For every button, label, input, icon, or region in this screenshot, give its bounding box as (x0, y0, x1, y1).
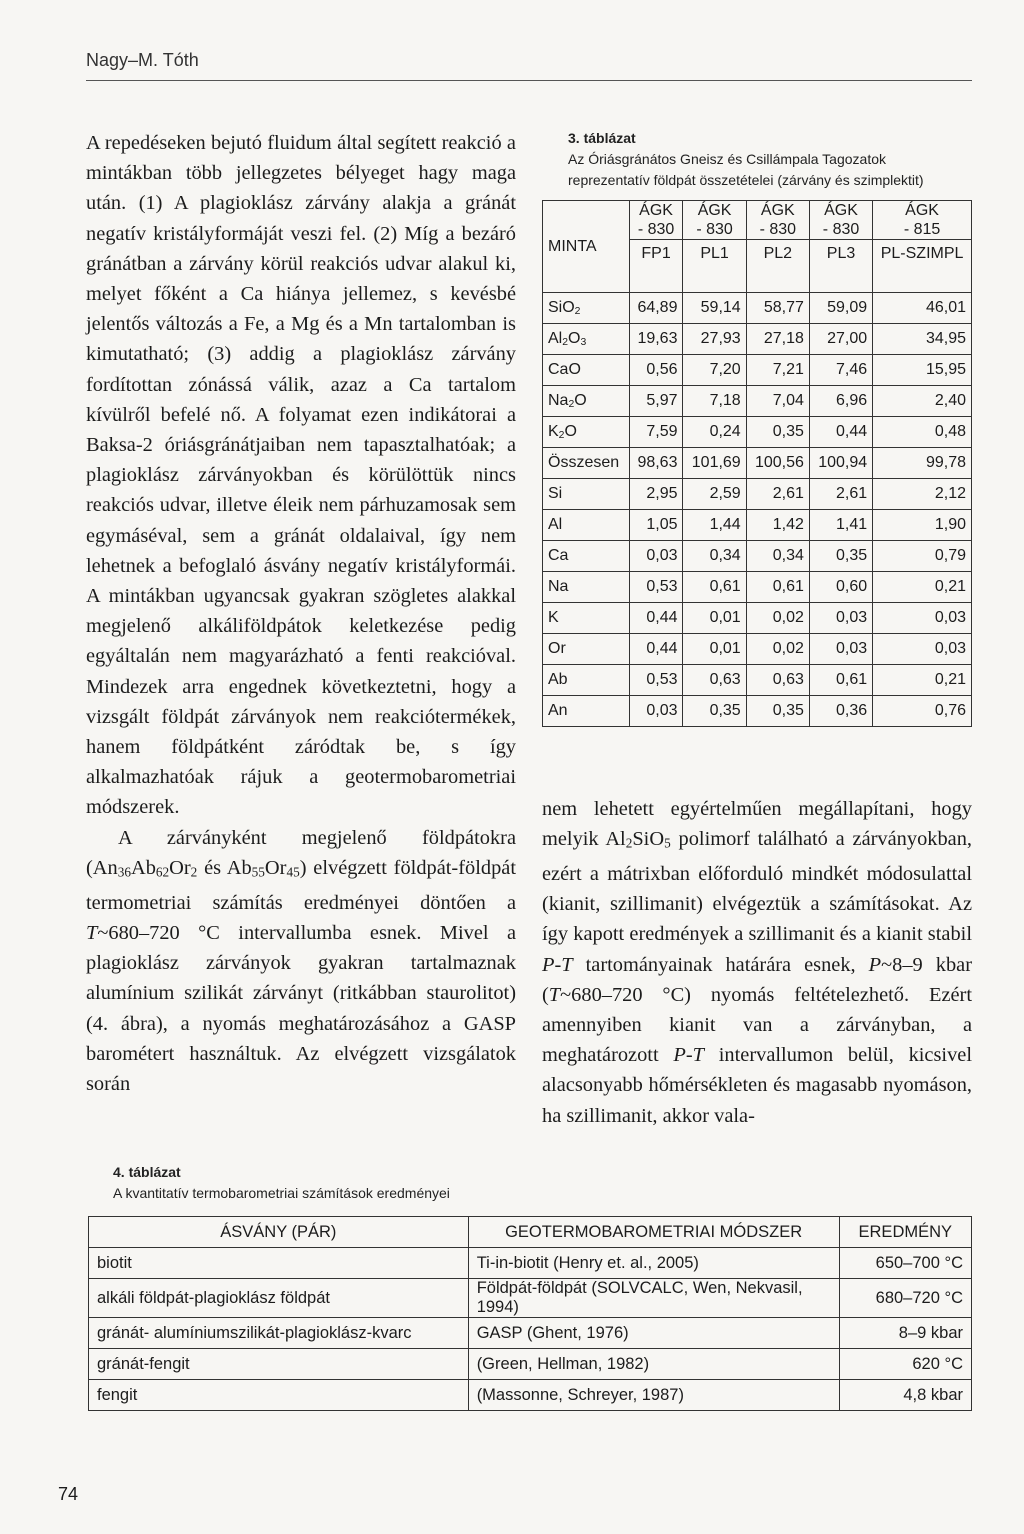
left-column-text (86, 128, 516, 1099)
table3-cell: 64,89 (629, 293, 683, 324)
paragraph-2 (86, 823, 516, 1099)
table3-row (543, 324, 972, 355)
table4-cell-mineral: fengit (89, 1380, 469, 1411)
rc-italic: P (868, 953, 882, 976)
table3-minta-header: MINTA (543, 201, 630, 293)
label-part: CaO (548, 361, 581, 378)
table3-cell: 59,14 (683, 293, 746, 324)
table4-title: 4. táblázat (113, 1164, 181, 1180)
label-part: O (568, 329, 581, 347)
table3-cell: 0,35 (809, 541, 872, 572)
table3-cell: 0,01 (683, 603, 746, 634)
table4-cell-result: 680–720 °C (839, 1279, 971, 1318)
table3-cell: 99,78 (873, 448, 972, 479)
table3-cell: 0,61 (809, 665, 872, 696)
label-part: 2 (562, 337, 569, 349)
p2-sub: 45 (286, 864, 300, 880)
table4-cell-mineral: gránát-fengit (89, 1349, 469, 1380)
group-depth: - 830 (696, 221, 733, 238)
table4-cell-mineral: biotit (89, 1248, 469, 1279)
p2-sub: 62 (155, 864, 170, 880)
table3-row (543, 603, 972, 634)
table3-row (543, 448, 972, 479)
table3-row-label (543, 572, 630, 603)
table3-cell: 7,04 (746, 386, 809, 417)
table3-row (543, 541, 972, 572)
rc-italic: P-T (673, 1044, 704, 1067)
table3-cell: 0,36 (809, 696, 872, 727)
table3-cell: 0,02 (746, 603, 809, 634)
table4-header-row (89, 1217, 972, 1248)
table4-row (89, 1380, 972, 1411)
table3-cell: 0,01 (683, 634, 746, 665)
table3 (542, 200, 972, 727)
table3-row-label (543, 417, 630, 448)
table3-cell: 0,63 (683, 665, 746, 696)
label-part: SiO (548, 298, 575, 316)
rc-part: nem lehetett egyértelműen megállapítani, hogy melyik Al (542, 798, 972, 851)
table3-cell: 27,93 (683, 324, 746, 355)
table3-cell: 7,18 (683, 386, 746, 417)
table3-cell: 101,69 (683, 448, 746, 479)
table3-sub-header: FP1 (629, 240, 683, 293)
label-part: O (564, 422, 577, 440)
p2-sub: 2 (190, 864, 198, 880)
table3-cell: 6,96 (809, 386, 872, 417)
label-part: Or (548, 640, 566, 657)
group-label: ÁGK (697, 202, 732, 219)
table3-cell: 58,77 (746, 293, 809, 324)
rc-sub: 5 (664, 835, 671, 851)
table3-cell: 100,56 (746, 448, 809, 479)
table4-row (89, 1248, 972, 1279)
table3-cell: 0,35 (746, 696, 809, 727)
table4-cell-result: 620 °C (839, 1349, 971, 1380)
label-part: 2 (574, 306, 581, 318)
group-depth: - 815 (903, 221, 941, 238)
table3-cell: 0,61 (683, 572, 746, 603)
table3-group-header (873, 201, 972, 240)
p2-sub: 36 (117, 864, 131, 880)
table3-cell: 0,53 (629, 572, 683, 603)
p2-sub: 55 (251, 864, 265, 880)
group-label: ÁGK (760, 202, 795, 219)
table3-group-header (629, 201, 683, 240)
table3-cell: 0,48 (873, 417, 972, 448)
table3-cell: 15,95 (873, 355, 972, 386)
table3-cell: 0,03 (629, 541, 683, 572)
table4-cell-result: 8–9 kbar (839, 1318, 971, 1349)
table3-cell: 0,34 (683, 541, 746, 572)
table3-row-label (543, 324, 630, 355)
label-part: K (548, 609, 559, 626)
table3-row (543, 572, 972, 603)
table3-row (543, 355, 972, 386)
table3-cell: 1,41 (809, 510, 872, 541)
table3-cell: 27,00 (809, 324, 872, 355)
table3-cell: 100,94 (809, 448, 872, 479)
table3-row-label (543, 634, 630, 665)
p2-italic: T (86, 921, 98, 944)
table3-row (543, 417, 972, 448)
label-part: Si (548, 485, 563, 502)
rc-part: ~8–9 kbar ( (542, 953, 972, 1006)
group-depth: - 830 (637, 221, 675, 238)
table3-row (543, 665, 972, 696)
table3-cell: 7,59 (629, 417, 683, 448)
table4-cell-method: (Massonne, Schreyer, 1987) (468, 1380, 839, 1411)
table3-row-label (543, 386, 630, 417)
table3-row-label (543, 448, 630, 479)
table3-cell: 0,35 (746, 417, 809, 448)
table3-cell: 1,42 (746, 510, 809, 541)
table3-row-label (543, 603, 630, 634)
rc-part: tartományainak határára esnek, (572, 953, 869, 976)
table3-row (543, 634, 972, 665)
label-part: 2 (568, 399, 575, 411)
table3-cell: 0,21 (873, 665, 972, 696)
label-part: Al (548, 329, 563, 347)
table3-row-label (543, 479, 630, 510)
table4-cell-method: (Green, Hellman, 1982) (468, 1349, 839, 1380)
table3-cell: 0,53 (629, 665, 683, 696)
table4-header-result: EREDMÉNY (839, 1217, 971, 1248)
label-part: K (548, 422, 559, 440)
table3-cell: 2,12 (873, 479, 972, 510)
label-part: 2 (558, 430, 565, 442)
table3-cell: 7,46 (809, 355, 872, 386)
p2-part: és Ab (197, 856, 252, 879)
label-part: Összesen (548, 454, 620, 471)
table3-cell: 0,44 (629, 634, 683, 665)
table3-caption (568, 128, 968, 191)
p2-part: Ab (130, 856, 156, 879)
table4-body (89, 1248, 972, 1411)
table3-cell: 0,60 (809, 572, 872, 603)
rc-part: intervallumon belül, kicsivel alacsonyabb hőmérsékleten és magasabb nyomáson, ha szillimanit, akkor vala- (542, 1044, 972, 1127)
group-label: ÁGK (905, 202, 939, 219)
table3-sub-header: PL1 (683, 240, 746, 293)
label-part: Ca (548, 547, 569, 564)
label-part: O (574, 391, 587, 409)
table3-cell: 59,09 (809, 293, 872, 324)
table3-cell: 0,56 (629, 355, 683, 386)
right-paragraph (542, 794, 972, 1131)
table4-cell-method: GASP (Ghent, 1976) (468, 1318, 839, 1349)
table3-cell: 0,03 (809, 603, 872, 634)
table3-title: 3. táblázat (568, 130, 636, 146)
table3-cell: 0,03 (629, 696, 683, 727)
table3-sub-header: PL-SZIMPL (873, 240, 972, 293)
table4-caption (113, 1162, 613, 1204)
p2-part: ~680–720 °C intervallumba esnek. Mivel a plagioklász zárványok gyakran tartalmaznak alumínium szilikát zárványt (ritkábban staurolitot) (4. ábra), a nyomás meghatározásához a GASP barométert használtuk. Az elvégzett vizsgálatok során (86, 921, 516, 1095)
group-label: ÁGK (824, 202, 858, 219)
p2-part: ) elvégzett földpát-földpát termometriai számítás eredményei döntően a (86, 856, 516, 914)
table3-caption-text: Az Óriásgránátos Gneisz és Csillámpala Tagozatok reprezentatív földpát összetételei (zárvány és szimplektit) (568, 151, 924, 188)
label-part: 3 (580, 337, 587, 349)
table3-cell: 2,59 (683, 479, 746, 510)
table3-cell: 0,24 (683, 417, 746, 448)
table3-cell: 0,79 (873, 541, 972, 572)
table3-cell: 1,90 (873, 510, 972, 541)
table4-caption-text: A kvantitatív termobarometriai számítások eredményei (113, 1185, 450, 1201)
table4-row (89, 1349, 972, 1380)
table3-cell: 1,05 (629, 510, 683, 541)
table3-cell: 0,61 (746, 572, 809, 603)
table4-row (89, 1318, 972, 1349)
table3-cell: 46,01 (873, 293, 972, 324)
table3-row (543, 386, 972, 417)
table3-cell: 0,03 (873, 634, 972, 665)
table3-row (543, 696, 972, 727)
rc-part: SiO (632, 828, 665, 851)
table3-cell: 0,35 (683, 696, 746, 727)
table3-sub-header: PL3 (809, 240, 872, 293)
rc-italic: T (548, 983, 561, 1006)
table3-row-label (543, 696, 630, 727)
table3-group-header (746, 201, 809, 240)
table3-row-label (543, 355, 630, 386)
label-part: Ab (548, 671, 568, 688)
table3-row (543, 510, 972, 541)
table3-row (543, 479, 972, 510)
table3-cell: 19,63 (629, 324, 683, 355)
table3-cell: 0,02 (746, 634, 809, 665)
table3-cell: 34,95 (873, 324, 972, 355)
table3-cell: 7,20 (683, 355, 746, 386)
table3-cell: 1,44 (683, 510, 746, 541)
group-depth: - 830 (759, 221, 797, 238)
group-depth: - 830 (822, 221, 860, 238)
paragraph-1: A repedéseken bejutó fluidum által segített reakció a mintákban több jellegzetes bélyeget hagy maga után. (1) A plagioklász zárvány alakja a gránát negatív kristályformáját veszi fel. (2) Míg a bezáró gránátban a zárvány körül reakciós udvar alakul ki, melyet főként a Ca hiánya jellemez, s kevésbé jelentős változás a Fe, a Mg és a Mn tartalomban is kimutatható; (3) addig a plagioklász zárvány fordítottan zónássá válik, azaz a Ca tartalom kívülről befelé nő. A folyamat ezen indikátorai a Baksa-2 óriásgránátjaiban nem tapasztalhatóak; a plagioklász zárványokban és körülöttük nincs reakciós udvar, illetve éleik nem párhuzamosak sem egymáséval, sem a gránát oldalaival, így nem lehetnek a befoglaló ásvány negatív kristályformái. A mintákban ugyancsak gyakran szögletes alakkal megjelenő alkáliföldpátok keletkezése pedig egyáltalán nem magyarázható a fenti reakcióval. Mindezek arra engednek következtetni, hogy a vizsgált földpát zárványok nem reakciótermékek, hanem földpátként záródtak be, s így alkalmazhatóak rájuk a geotermobarometriai módszerek. (86, 132, 516, 819)
table4-cell-mineral: alkáli földpát-plagioklász földpát (89, 1279, 469, 1318)
table3-cell: 2,61 (746, 479, 809, 510)
table3-cell: 0,03 (809, 634, 872, 665)
label-part: Na (548, 578, 569, 595)
table3-group-header (809, 201, 872, 240)
table3-header-row-1 (543, 201, 972, 240)
table3-cell: 27,18 (746, 324, 809, 355)
table4 (88, 1216, 972, 1411)
table3-cell: 5,97 (629, 386, 683, 417)
table3-cell: 2,40 (873, 386, 972, 417)
table4-cell-result: 4,8 kbar (839, 1380, 971, 1411)
table3-row-label (543, 293, 630, 324)
table3-cell: 7,21 (746, 355, 809, 386)
label-part: An (548, 702, 568, 719)
label-part: Al (548, 516, 563, 533)
table4-cell-mineral: gránát- alumíniumszilikát-plagioklász-kvarc (89, 1318, 469, 1349)
header-rule (86, 80, 972, 81)
table3-cell: 0,63 (746, 665, 809, 696)
rc-sub: 2 (625, 835, 633, 851)
table4-cell-method: Ti-in-biotit (Henry et. al., 2005) (468, 1248, 839, 1279)
rc-part: polimorf található a zárványokban, ezért a mátrixban előforduló mindkét módosulattal (kianit, szillimanit) elvégeztük a számításokat. Az így kapott eredmények a szillimanit és a kianit stabil (542, 828, 972, 946)
table4-cell-method: Földpát-földpát (SOLVCALC, Wen, Nekvasil, 1994) (468, 1279, 839, 1318)
table3-row-label (543, 510, 630, 541)
table3-cell: 98,63 (629, 448, 683, 479)
table3-body (543, 293, 972, 727)
table3-cell: 2,61 (809, 479, 872, 510)
table3-row-label (543, 541, 630, 572)
p2-part: Or (264, 856, 287, 879)
right-column-text (542, 794, 972, 1131)
table3-cell: 0,21 (873, 572, 972, 603)
table4-header-mineral: ÁSVÁNY (PÁR) (89, 1217, 469, 1248)
table3-cell: 0,44 (629, 603, 683, 634)
table4-cell-result: 650–700 °C (839, 1248, 971, 1279)
table3-cell: 0,76 (873, 696, 972, 727)
page-number: 74 (58, 1484, 79, 1504)
group-label: ÁGK (639, 202, 673, 219)
rc-part: ~680–720 °C) nyomás feltételezhető. Ezért amennyiben kianit van a zárványban, a meghatározott (542, 983, 972, 1067)
table4-header-method: GEOTERMOBAROMETRIAI MÓDSZER (468, 1217, 839, 1248)
p2-part: Or (169, 856, 191, 879)
rc-italic: P-T (542, 953, 573, 976)
table3-row (543, 293, 972, 324)
table3-group-header (683, 201, 746, 240)
label-part: Na (548, 391, 569, 409)
table3-cell: 0,34 (746, 541, 809, 572)
table3-cell: 0,03 (873, 603, 972, 634)
p2-part: A zárványként megjelenő földpátokra (An (86, 826, 516, 879)
running-header-author: Nagy–M. Tóth (86, 50, 199, 70)
table3-sub-header: PL2 (746, 240, 809, 293)
table3-cell: 0,44 (809, 417, 872, 448)
table3-row-label (543, 665, 630, 696)
table4-row (89, 1279, 972, 1318)
table3-cell: 2,95 (629, 479, 683, 510)
